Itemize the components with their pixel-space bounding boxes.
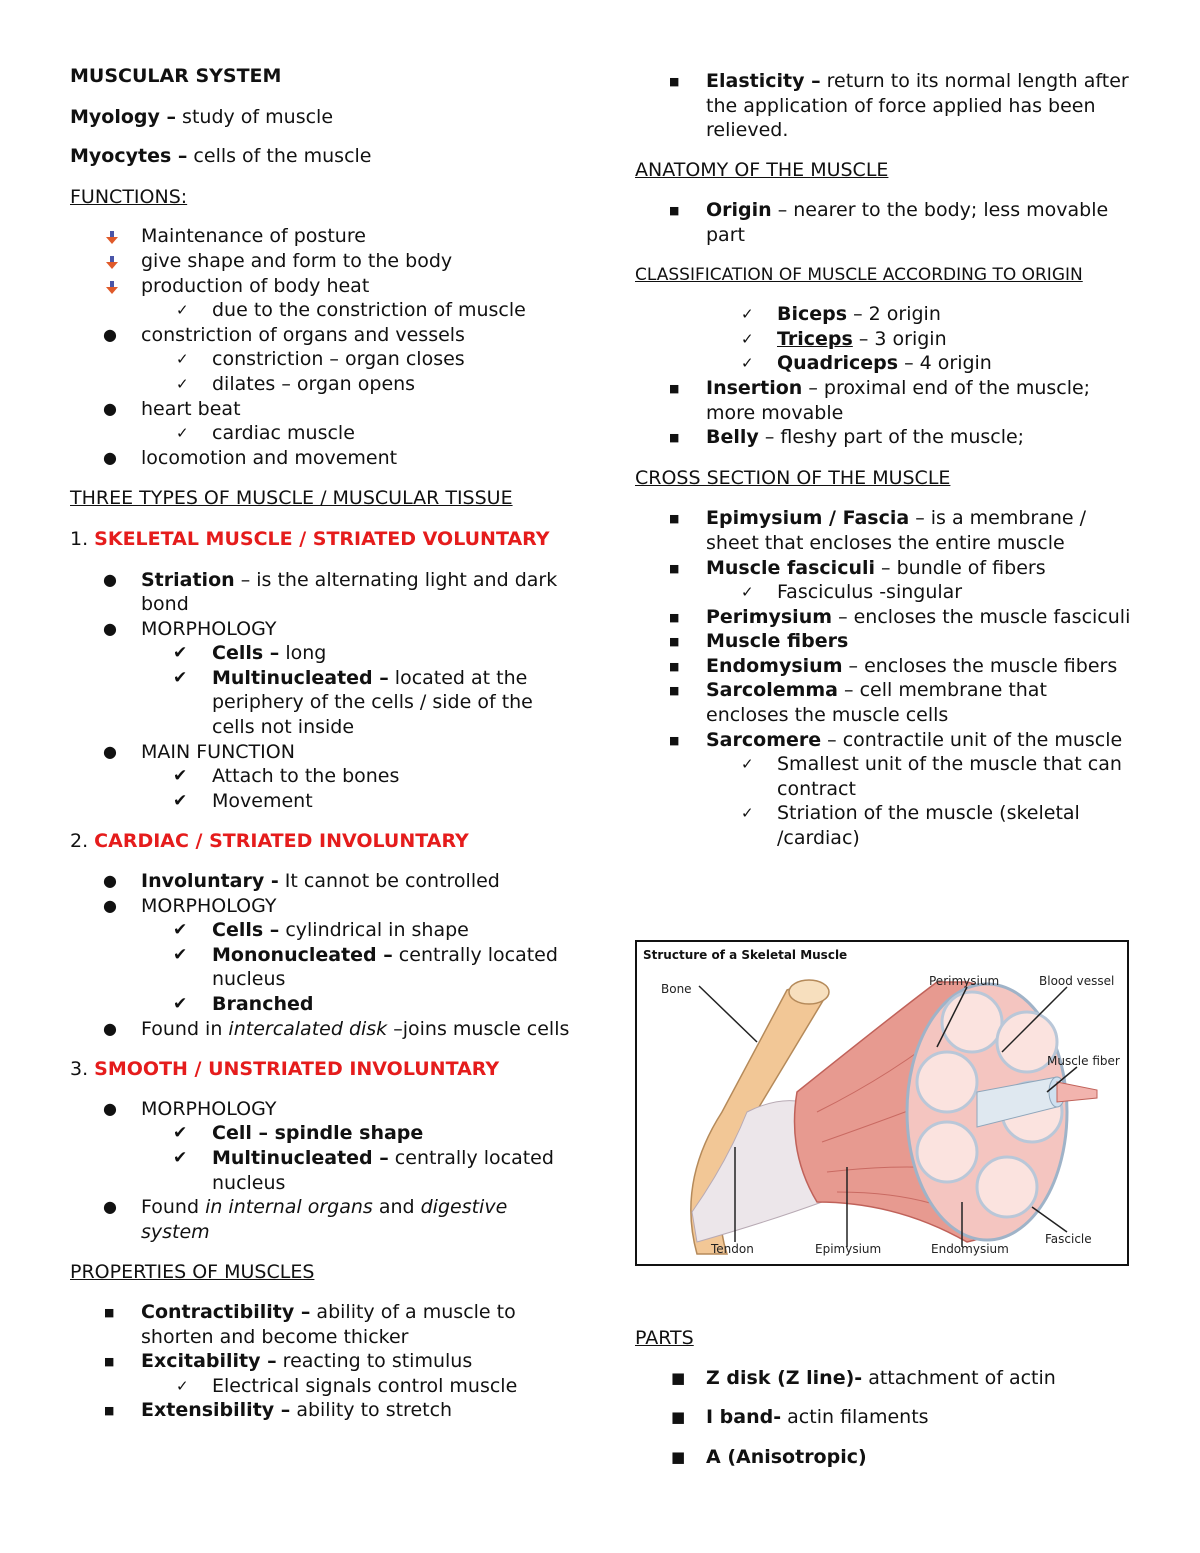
label-perimysium: Perimysium xyxy=(929,974,1000,988)
square-bullet-icon: ■ xyxy=(669,659,680,673)
checkmark-icon: ✔ xyxy=(173,643,188,664)
square-bullet-icon: ■ xyxy=(671,1368,686,1387)
list-item: ■ Belly – fleshy part of the muscle; xyxy=(635,425,1135,450)
list-item: ■ Sarcolemma – cell membrane that encloses the muscle cells xyxy=(669,679,1047,727)
properties-list xyxy=(70,1300,570,1423)
bullet-icon: ● xyxy=(103,618,117,638)
square-bullet-icon: ■ xyxy=(104,1355,115,1369)
list-item: ● Found in internal organs and digestive system xyxy=(103,1196,508,1243)
bullet-icon: ● xyxy=(103,1098,117,1118)
checkmark-icon: ✓ xyxy=(176,301,189,320)
label-endomysium: Endomysium xyxy=(931,1242,1009,1256)
cardiac-heading: 2. CARDIAC / STRIATED INVOLUNTARY xyxy=(70,830,469,853)
properties-heading: PROPERTIES OF MUSCLES xyxy=(70,1261,315,1284)
list-item: ✓ Quadriceps – 4 origin xyxy=(741,352,992,375)
square-bullet-icon: ■ xyxy=(669,561,680,575)
list-item: ■ Origin – nearer to the body; less movable part xyxy=(669,199,1109,246)
list-item: ■ Endomysium – encloses the muscle fibers xyxy=(635,654,1135,679)
list-item: ● heart beat xyxy=(103,397,241,420)
checkmark-icon: ✔ xyxy=(173,766,188,787)
list-item: ✔ Cells – long xyxy=(173,642,327,665)
list-item: ■ Elasticity – return to its normal length after the application of force applied has been relieved. xyxy=(669,70,1129,142)
checkmark-icon: ✓ xyxy=(741,583,754,602)
label-muscle-fiber: Muscle fiber xyxy=(1047,1054,1120,1068)
list-item: ■ Contractibility – ability of a muscle to shorten and become thicker xyxy=(104,1300,516,1348)
square-bullet-icon: ■ xyxy=(669,75,680,88)
bullet-icon: ● xyxy=(103,447,117,467)
checkmark-icon: ✔ xyxy=(173,1147,188,1168)
elasticity-list xyxy=(635,69,1135,143)
label-epimysium: Epimysium xyxy=(815,1242,882,1256)
list-item: Maintenance of posture xyxy=(70,224,570,249)
checkmark-icon: ✓ xyxy=(741,804,754,823)
list-item: ✔ Cell – spindle shape xyxy=(173,1122,424,1145)
skeletal-muscle-diagram xyxy=(637,942,1127,1264)
types-heading: THREE TYPES OF MUSCLE / MUSCULAR TISSUE xyxy=(70,487,513,510)
square-bullet-icon: ■ xyxy=(671,1447,686,1466)
list-item: ✓ due to the constriction of muscle xyxy=(176,299,526,322)
checkmark-icon: ✓ xyxy=(176,374,189,393)
list-item: ● Found in intercalated disk –joins muscle cells xyxy=(103,1017,570,1040)
checkmark-icon: ✓ xyxy=(741,354,754,373)
checkmark-icon: ✓ xyxy=(176,1376,189,1395)
myology-line: Myology – study of muscle xyxy=(70,105,334,128)
figure-title: Structure of a Skeletal Muscle xyxy=(643,948,848,962)
list-item: ✔ Multinucleated – centrally located nucleus xyxy=(173,1146,554,1194)
skeletal-list xyxy=(70,568,570,814)
list-item: ✔ Mononucleated – centrally located nucleus xyxy=(173,943,558,991)
list-item: ● MORPHOLOGY xyxy=(103,894,277,917)
checkmark-icon: ✔ xyxy=(173,944,188,965)
checkmark-icon: ✔ xyxy=(173,920,188,941)
label-fascicle: Fascicle xyxy=(1045,1232,1092,1246)
parts-list xyxy=(635,1366,1135,1470)
square-bullet-icon: ■ xyxy=(669,381,680,395)
bullet-icon: ● xyxy=(103,1197,117,1217)
square-bullet-icon: ■ xyxy=(669,204,680,218)
document-title: MUSCULAR SYSTEM xyxy=(70,65,282,87)
list-item: ■ Perimysium – encloses the muscle fasciculi xyxy=(635,605,1135,630)
checkmark-icon: ✓ xyxy=(176,424,189,443)
list-item: ✔ Attach to the bones xyxy=(173,765,400,788)
list-item: ● Involuntary - It cannot be controlled xyxy=(103,870,500,893)
list-item: ✓ Striation of the muscle (skeletal /cardiac) xyxy=(741,802,1080,850)
skeletal-muscle-figure xyxy=(635,940,1129,1266)
list-item: ✔ Cells – cylindrical in shape xyxy=(173,919,469,942)
parts-heading: PARTS xyxy=(635,1327,694,1349)
list-item: production of body heat xyxy=(70,274,570,299)
list-item: ■ Insertion – proximal end of the muscle; more movable xyxy=(669,376,1091,424)
checkmark-icon: ✓ xyxy=(741,329,754,348)
cardiac-list xyxy=(70,869,570,1041)
square-bullet-icon: ■ xyxy=(669,431,680,445)
list-item: ● MORPHOLOGY xyxy=(103,1097,277,1120)
smooth-list xyxy=(70,1097,570,1245)
left-column xyxy=(70,64,570,1423)
anatomy-heading: ANATOMY OF THE MUSCLE xyxy=(635,158,889,181)
right-column xyxy=(635,69,1135,851)
list-item: ✓ Biceps – 2 origin xyxy=(741,303,941,326)
bullet-icon: ● xyxy=(103,741,117,761)
classification-heading: CLASSIFICATION OF MUSCLE ACCORDING TO ORIGIN xyxy=(635,264,1083,285)
list-item: ✓ Triceps – 3 origin xyxy=(741,327,947,350)
cross-section-heading: CROSS SECTION OF THE MUSCLE xyxy=(635,466,951,489)
square-bullet-icon: ■ xyxy=(669,512,680,526)
square-bullet-icon: ■ xyxy=(669,733,680,747)
functions-list xyxy=(70,224,570,470)
square-bullet-icon: ■ xyxy=(671,1408,686,1427)
checkmark-icon: ✔ xyxy=(173,994,188,1014)
bullet-icon: ● xyxy=(103,1018,117,1038)
list-item: ✔ Movement xyxy=(173,789,313,812)
list-item: ■ I band- actin filaments xyxy=(671,1406,929,1429)
square-bullet-icon: ■ xyxy=(104,1404,115,1418)
list-item: give shape and form to the body xyxy=(70,249,570,274)
bullet-icon: ● xyxy=(103,895,117,915)
label-blood-vessel: Blood vessel xyxy=(1039,974,1115,988)
functions-heading: FUNCTIONS: xyxy=(70,185,188,208)
square-bullet-icon: ■ xyxy=(669,635,680,649)
label-tendon: Tendon xyxy=(711,1242,754,1256)
checkmark-icon: ✓ xyxy=(176,350,189,369)
square-bullet-icon: ■ xyxy=(669,684,680,698)
cross-section-list xyxy=(635,506,1135,850)
parts-section xyxy=(635,1326,1135,1469)
list-item: ■ Extensibility – ability to stretch xyxy=(70,1398,570,1423)
smooth-heading: 3. SMOOTH / UNSTRIATED INVOLUNTARY xyxy=(70,1058,500,1081)
list-item: ■ A (Anisotropic) xyxy=(671,1445,867,1468)
list-item: ✓ Fasciculus -singular xyxy=(741,581,963,604)
list-item: ■ Muscle fibers xyxy=(635,629,1135,654)
list-item: ✓ Electrical signals control muscle xyxy=(176,1374,518,1397)
checkmark-icon: ✔ xyxy=(173,1123,188,1144)
list-item: ✓ Smallest unit of the muscle that can contract xyxy=(741,753,1122,800)
bullet-icon: ● xyxy=(103,871,117,891)
list-item: ■ Sarcomere – contractile unit of the muscle xyxy=(635,728,1135,753)
square-bullet-icon: ■ xyxy=(669,610,680,624)
checkmark-icon: ✓ xyxy=(741,305,754,324)
label-bone: Bone xyxy=(661,982,692,996)
skeletal-heading: 1. SKELETAL MUSCLE / STRIATED VOLUNTARY xyxy=(70,527,550,550)
list-item: ■ Epimysium / Fascia – is a membrane / sheet that encloses the entire muscle xyxy=(669,507,1087,554)
list-item: ■ Muscle fasciculi – bundle of fibers xyxy=(635,556,1135,581)
checkmark-icon: ✔ xyxy=(173,790,188,811)
list-item: ✔ Multinucleated – located at the periphery of the cells / side of the cells not inside xyxy=(173,666,533,739)
list-item: ● constriction of organs and vessels xyxy=(103,323,465,346)
list-item: ● MORPHOLOGY xyxy=(103,617,277,640)
myocytes-line: Myocytes – cells of the muscle xyxy=(70,145,372,168)
list-item: ● MAIN FUNCTION xyxy=(103,740,295,763)
checkmark-icon: ✔ xyxy=(173,667,188,688)
list-item: ■ Z disk (Z line)- attachment of actin xyxy=(671,1366,1056,1389)
list-item: ✓ dilates – organ opens xyxy=(176,372,416,395)
square-bullet-icon: ■ xyxy=(104,1305,115,1319)
bullet-icon: ● xyxy=(103,324,117,344)
anatomy-list xyxy=(635,198,1135,247)
list-item: ✔ Branched xyxy=(173,993,314,1015)
bullet-icon: ● xyxy=(103,569,117,589)
list-item: ✓ constriction – organ closes xyxy=(176,348,465,371)
list-item: ● Striation – is the alternating light and dark bond xyxy=(103,568,558,616)
list-item: ✓ cardiac muscle xyxy=(176,422,355,445)
classification-list xyxy=(635,302,1135,450)
list-item: ● locomotion and movement xyxy=(103,446,398,469)
checkmark-icon: ✓ xyxy=(741,755,754,774)
list-item: ■ Excitability – reacting to stimulus xyxy=(70,1349,570,1374)
bullet-icon: ● xyxy=(103,398,117,418)
